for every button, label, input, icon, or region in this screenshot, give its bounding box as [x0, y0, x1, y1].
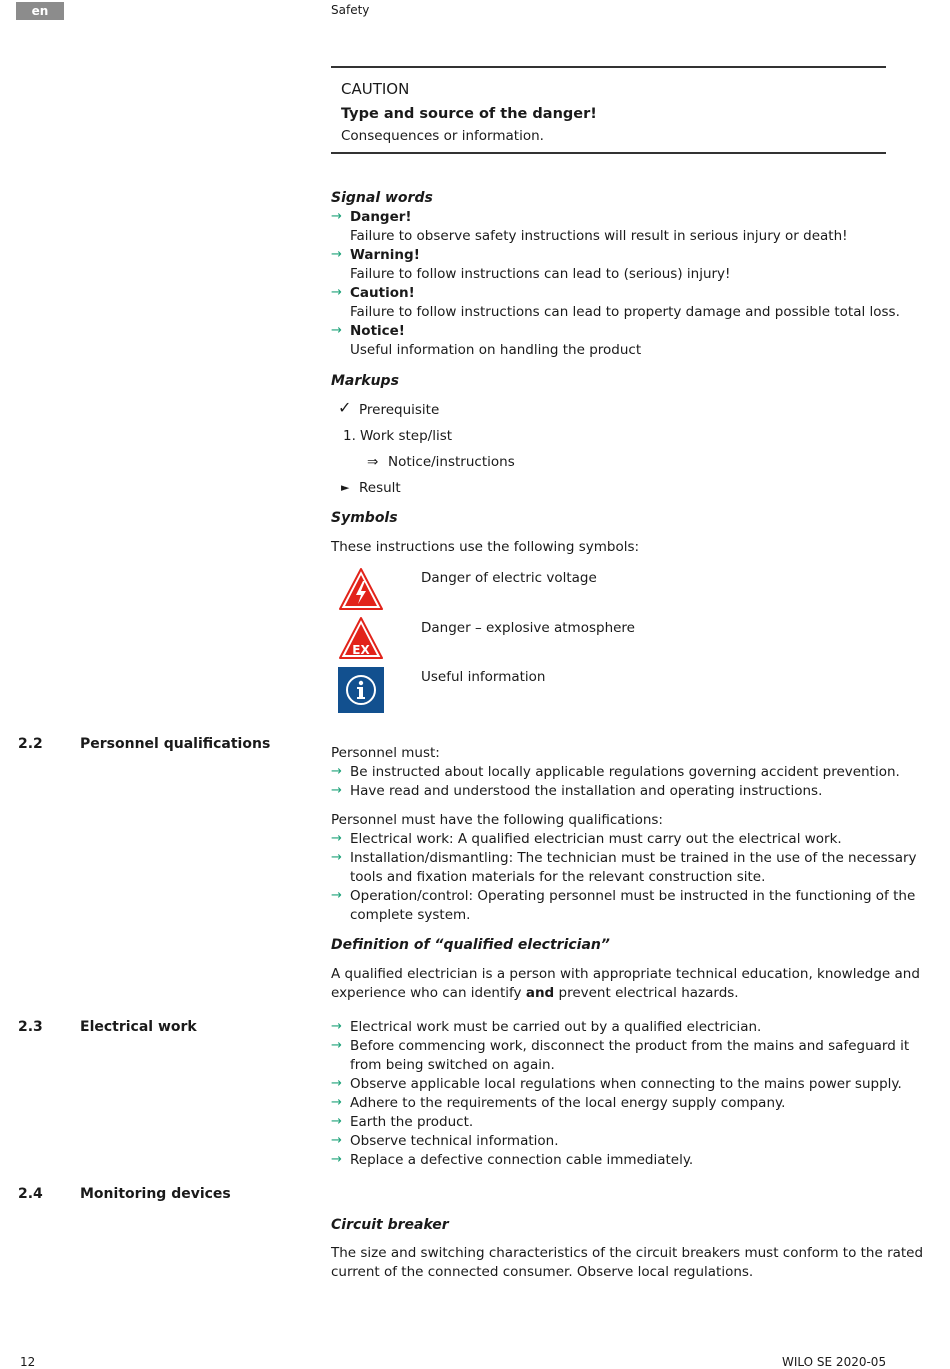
arrow-icon: → — [331, 209, 342, 224]
arrow-icon: → — [331, 1076, 342, 1091]
list-item: Be instructed about locally applicable regulations governing accident prevention. — [350, 764, 900, 780]
language-tab: en — [16, 2, 64, 20]
symbol-explosive-text: Danger – explosive atmosphere — [421, 620, 635, 636]
arrow-icon: → — [331, 1019, 342, 1034]
page-number: 12 — [20, 1355, 36, 1369]
list-item-continued: from being switched on again. — [350, 1057, 555, 1073]
definition-line-2: experience who can identify and prevent electrical hazards. — [331, 985, 739, 1001]
caution-box — [331, 66, 886, 154]
list-item-continued: tools and fixation materials for the relevant construction site. — [350, 869, 766, 885]
ex-label: EX — [352, 643, 370, 657]
arrow-icon: → — [331, 783, 342, 798]
markups-heading: Markups — [331, 373, 399, 389]
circuit-breaker-line-1: The size and switching characteristics of the circuit breakers must conform to the rated — [331, 1245, 924, 1261]
arrow-icon: → — [331, 764, 342, 779]
list-item: Observe technical information. — [350, 1133, 559, 1149]
section-title: Electrical work — [80, 1019, 197, 1035]
arrow-icon: → — [331, 247, 342, 262]
list-item: Replace a defective connection cable immediately. — [350, 1152, 694, 1168]
definition-line-1: A qualified electrician is a person with appropriate technical education, knowledge and — [331, 966, 920, 982]
arrow-icon: → — [331, 1114, 342, 1129]
signal-term-danger: Danger! — [350, 209, 412, 225]
caution-text: Consequences or information. — [341, 128, 544, 144]
markup-step: Work step/list — [360, 428, 453, 444]
section-number: 2.2 — [18, 736, 43, 752]
arrow-icon: → — [331, 1152, 342, 1167]
list-item: Electrical work: A qualified electrician must carry out the electrical work. — [350, 831, 842, 847]
markup-result: Result — [359, 480, 401, 496]
markup-notice: Notice/instructions — [388, 454, 515, 470]
list-item: Installation/dismantling: The technician must be trained in the use of the necessary — [350, 850, 917, 866]
markup-prerequisite: Prerequisite — [359, 402, 440, 418]
arrow-icon: → — [331, 1095, 342, 1110]
symbol-info-text: Useful information — [421, 669, 546, 685]
arrow-icon: → — [331, 850, 342, 865]
definition-heading: Definition of “qualified electrician” — [331, 937, 610, 953]
symbol-electric-text: Danger of electric voltage — [421, 570, 597, 586]
list-item: Electrical work must be carried out by a qualified electrician. — [350, 1019, 762, 1035]
symbols-heading: Symbols — [331, 510, 398, 526]
section-title: Monitoring devices — [80, 1186, 231, 1202]
section-title: Personnel qualifications — [80, 736, 271, 752]
arrow-icon: → — [331, 888, 342, 903]
circuit-breaker-heading: Circuit breaker — [331, 1217, 449, 1233]
signal-desc-notice: Useful information on handling the product — [350, 342, 642, 358]
circuit-breaker-line-2: current of the connected consumer. Observe local regulations. — [331, 1264, 754, 1280]
signal-term-caution: Caution! — [350, 285, 415, 301]
caution-label: CAUTION — [341, 80, 410, 98]
signal-desc-danger: Failure to observe safety instructions will result in serious injury or death! — [350, 228, 848, 244]
markup-step-number: 1. — [343, 428, 356, 444]
list-item: Operation/control: Operating personnel must be instructed in the functioning of the — [350, 888, 916, 904]
list-item: Before commencing work, disconnect the product from the mains and safeguard it — [350, 1038, 910, 1054]
signal-desc-caution: Failure to follow instructions can lead to property damage and possible total loss. — [350, 304, 900, 320]
signal-desc-warning: Failure to follow instructions can lead to (serious) injury! — [350, 266, 731, 282]
list-item: Earth the product. — [350, 1114, 474, 1130]
list-item: Adhere to the requirements of the local energy supply company. — [350, 1095, 786, 1111]
qualifications-intro: Personnel must have the following qualifications: — [331, 812, 663, 828]
arrow-icon: → — [331, 1038, 342, 1053]
arrow-icon: → — [331, 285, 342, 300]
info-icon — [338, 667, 384, 713]
running-header: Safety — [331, 3, 370, 17]
publisher-footer: WILO SE 2020-05 — [782, 1355, 887, 1369]
signal-words-heading: Signal words — [331, 190, 433, 206]
arrow-icon: → — [331, 1133, 342, 1148]
signal-term-notice: Notice! — [350, 323, 405, 339]
arrow-icon: → — [331, 831, 342, 846]
result-triangle-icon: ► — [341, 481, 350, 494]
double-arrow-icon: ⇒ — [367, 454, 379, 470]
list-item: Observe applicable local regulations when connecting to the mains power supply. — [350, 1076, 902, 1092]
section-number: 2.3 — [18, 1019, 43, 1035]
list-item-continued: complete system. — [350, 907, 471, 923]
personnel-intro: Personnel must: — [331, 745, 440, 761]
list-item: Have read and understood the installation and operating instructions. — [350, 783, 823, 799]
symbols-intro: These instructions use the following symbols: — [331, 539, 640, 555]
caution-title: Type and source of the danger! — [341, 106, 597, 122]
electric-warning-icon — [338, 566, 384, 612]
section-number: 2.4 — [18, 1186, 43, 1202]
check-icon: ✓ — [338, 398, 352, 417]
arrow-icon: → — [331, 323, 342, 338]
signal-term-warning: Warning! — [350, 247, 420, 263]
explosion-warning-icon — [338, 615, 384, 661]
